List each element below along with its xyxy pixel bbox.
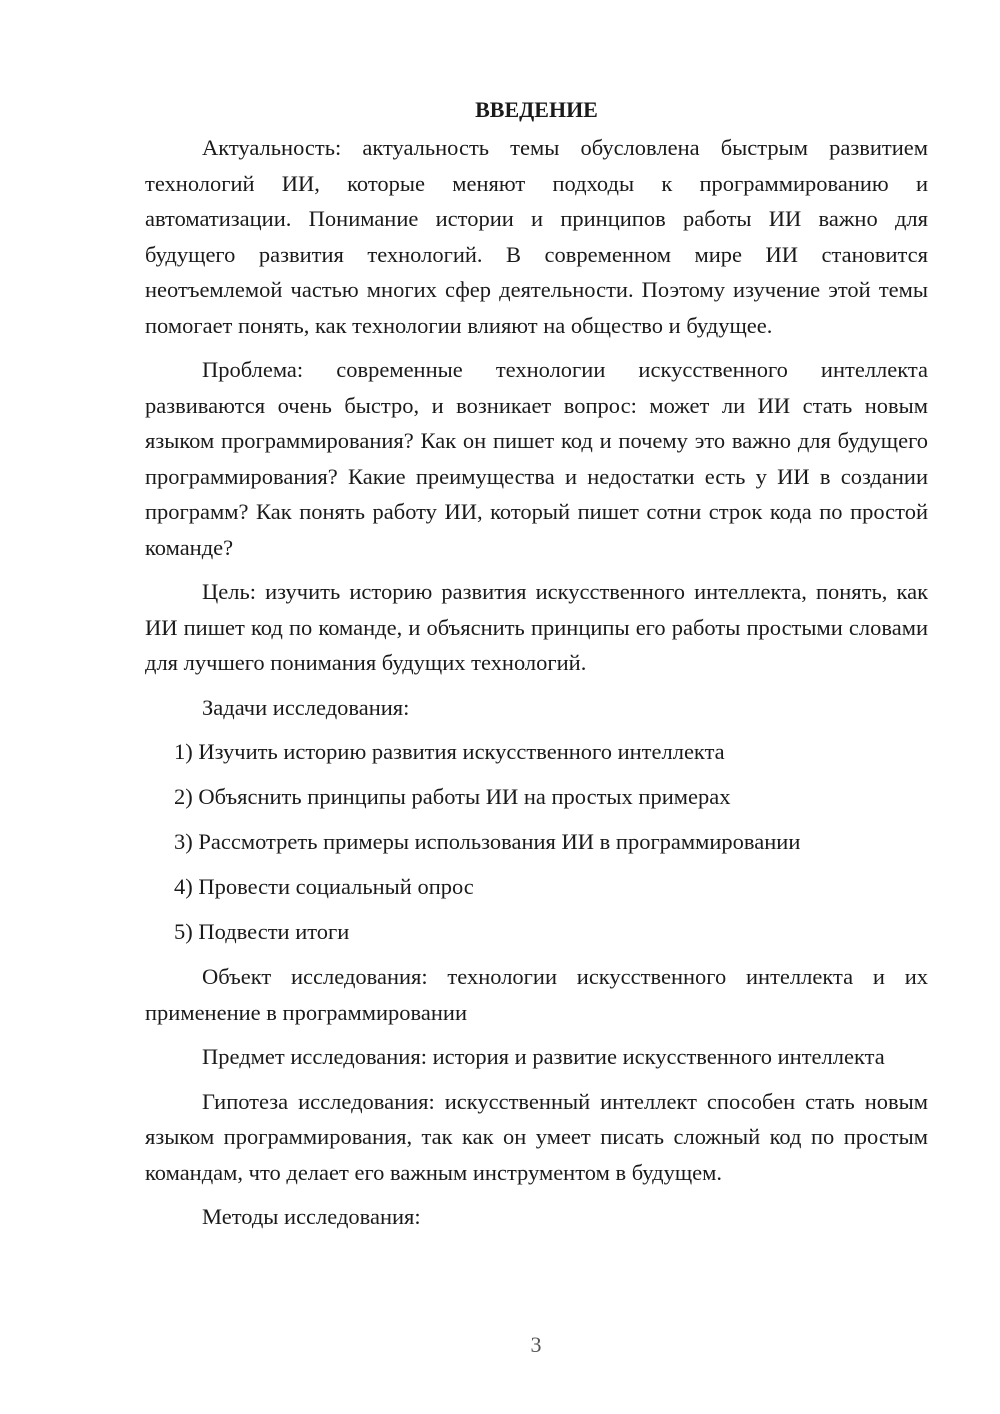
list-item: 2) Объяснить принципы работы ИИ на простых примерах xyxy=(174,784,731,809)
subject-paragraph: Предмет исследования: история и развитие искусственного интеллекта xyxy=(202,1044,885,1069)
problem-paragraph: Проблема: современные технологии искусственного интеллекта развиваются очень быстро, и возникает вопрос: может ли ИИ стать новым языком программирования? Как он пишет код и почему это важно для будущего программирования? Какие преимущества и недостатки есть у ИИ в создании программ? Как понять работу ИИ, который пишет сотни строк кода по простой команде? xyxy=(145,357,928,560)
relevance-paragraph: Актуальность: актуальность темы обусловлена быстрым развитием технологий ИИ, которые меняют подходы к программированию и автоматизации. Понимание истории и принципов работы ИИ важно для будущего развития технологий. В современном мире ИИ становится неотъемлемой частью многих сфер деятельности. Поэтому изучение этой темы помогает понять, как технологии влияют на общество и будущее. xyxy=(145,135,928,338)
list-item: 3) Рассмотреть примеры использования ИИ в программировании xyxy=(174,829,801,854)
tasks-list xyxy=(145,734,928,950)
object-paragraph: Объект исследования: технологии искусственного интеллекта и их применение в программировании xyxy=(145,964,928,1025)
tasks-title: Задачи исследования: xyxy=(202,694,410,720)
list-item: 4) Провести социальный опрос xyxy=(174,874,474,899)
hypothesis-paragraph: Гипотеза исследования: искусственный интеллект способен стать новым языком программирования, так как он умеет писать сложный код по простым командам, что делает его важным инструментом в будущем. xyxy=(145,1088,928,1185)
document-page xyxy=(145,94,928,1244)
methods-title: Методы исследования: xyxy=(202,1204,421,1229)
goal-paragraph: Цель: изучить историю развития искусственного интеллекта, понять, как ИИ пишет код по команде, и объяснить принципы его работы простыми словами для лучшего понимания будущих технологий. xyxy=(145,579,928,675)
page-number: 3 xyxy=(530,1332,542,1357)
page-title: ВВЕДЕНИЕ xyxy=(475,97,598,122)
list-item: 1) Изучить историю развития искусственного интеллекта xyxy=(174,739,725,764)
list-item: 5) Подвести итоги xyxy=(174,919,350,944)
